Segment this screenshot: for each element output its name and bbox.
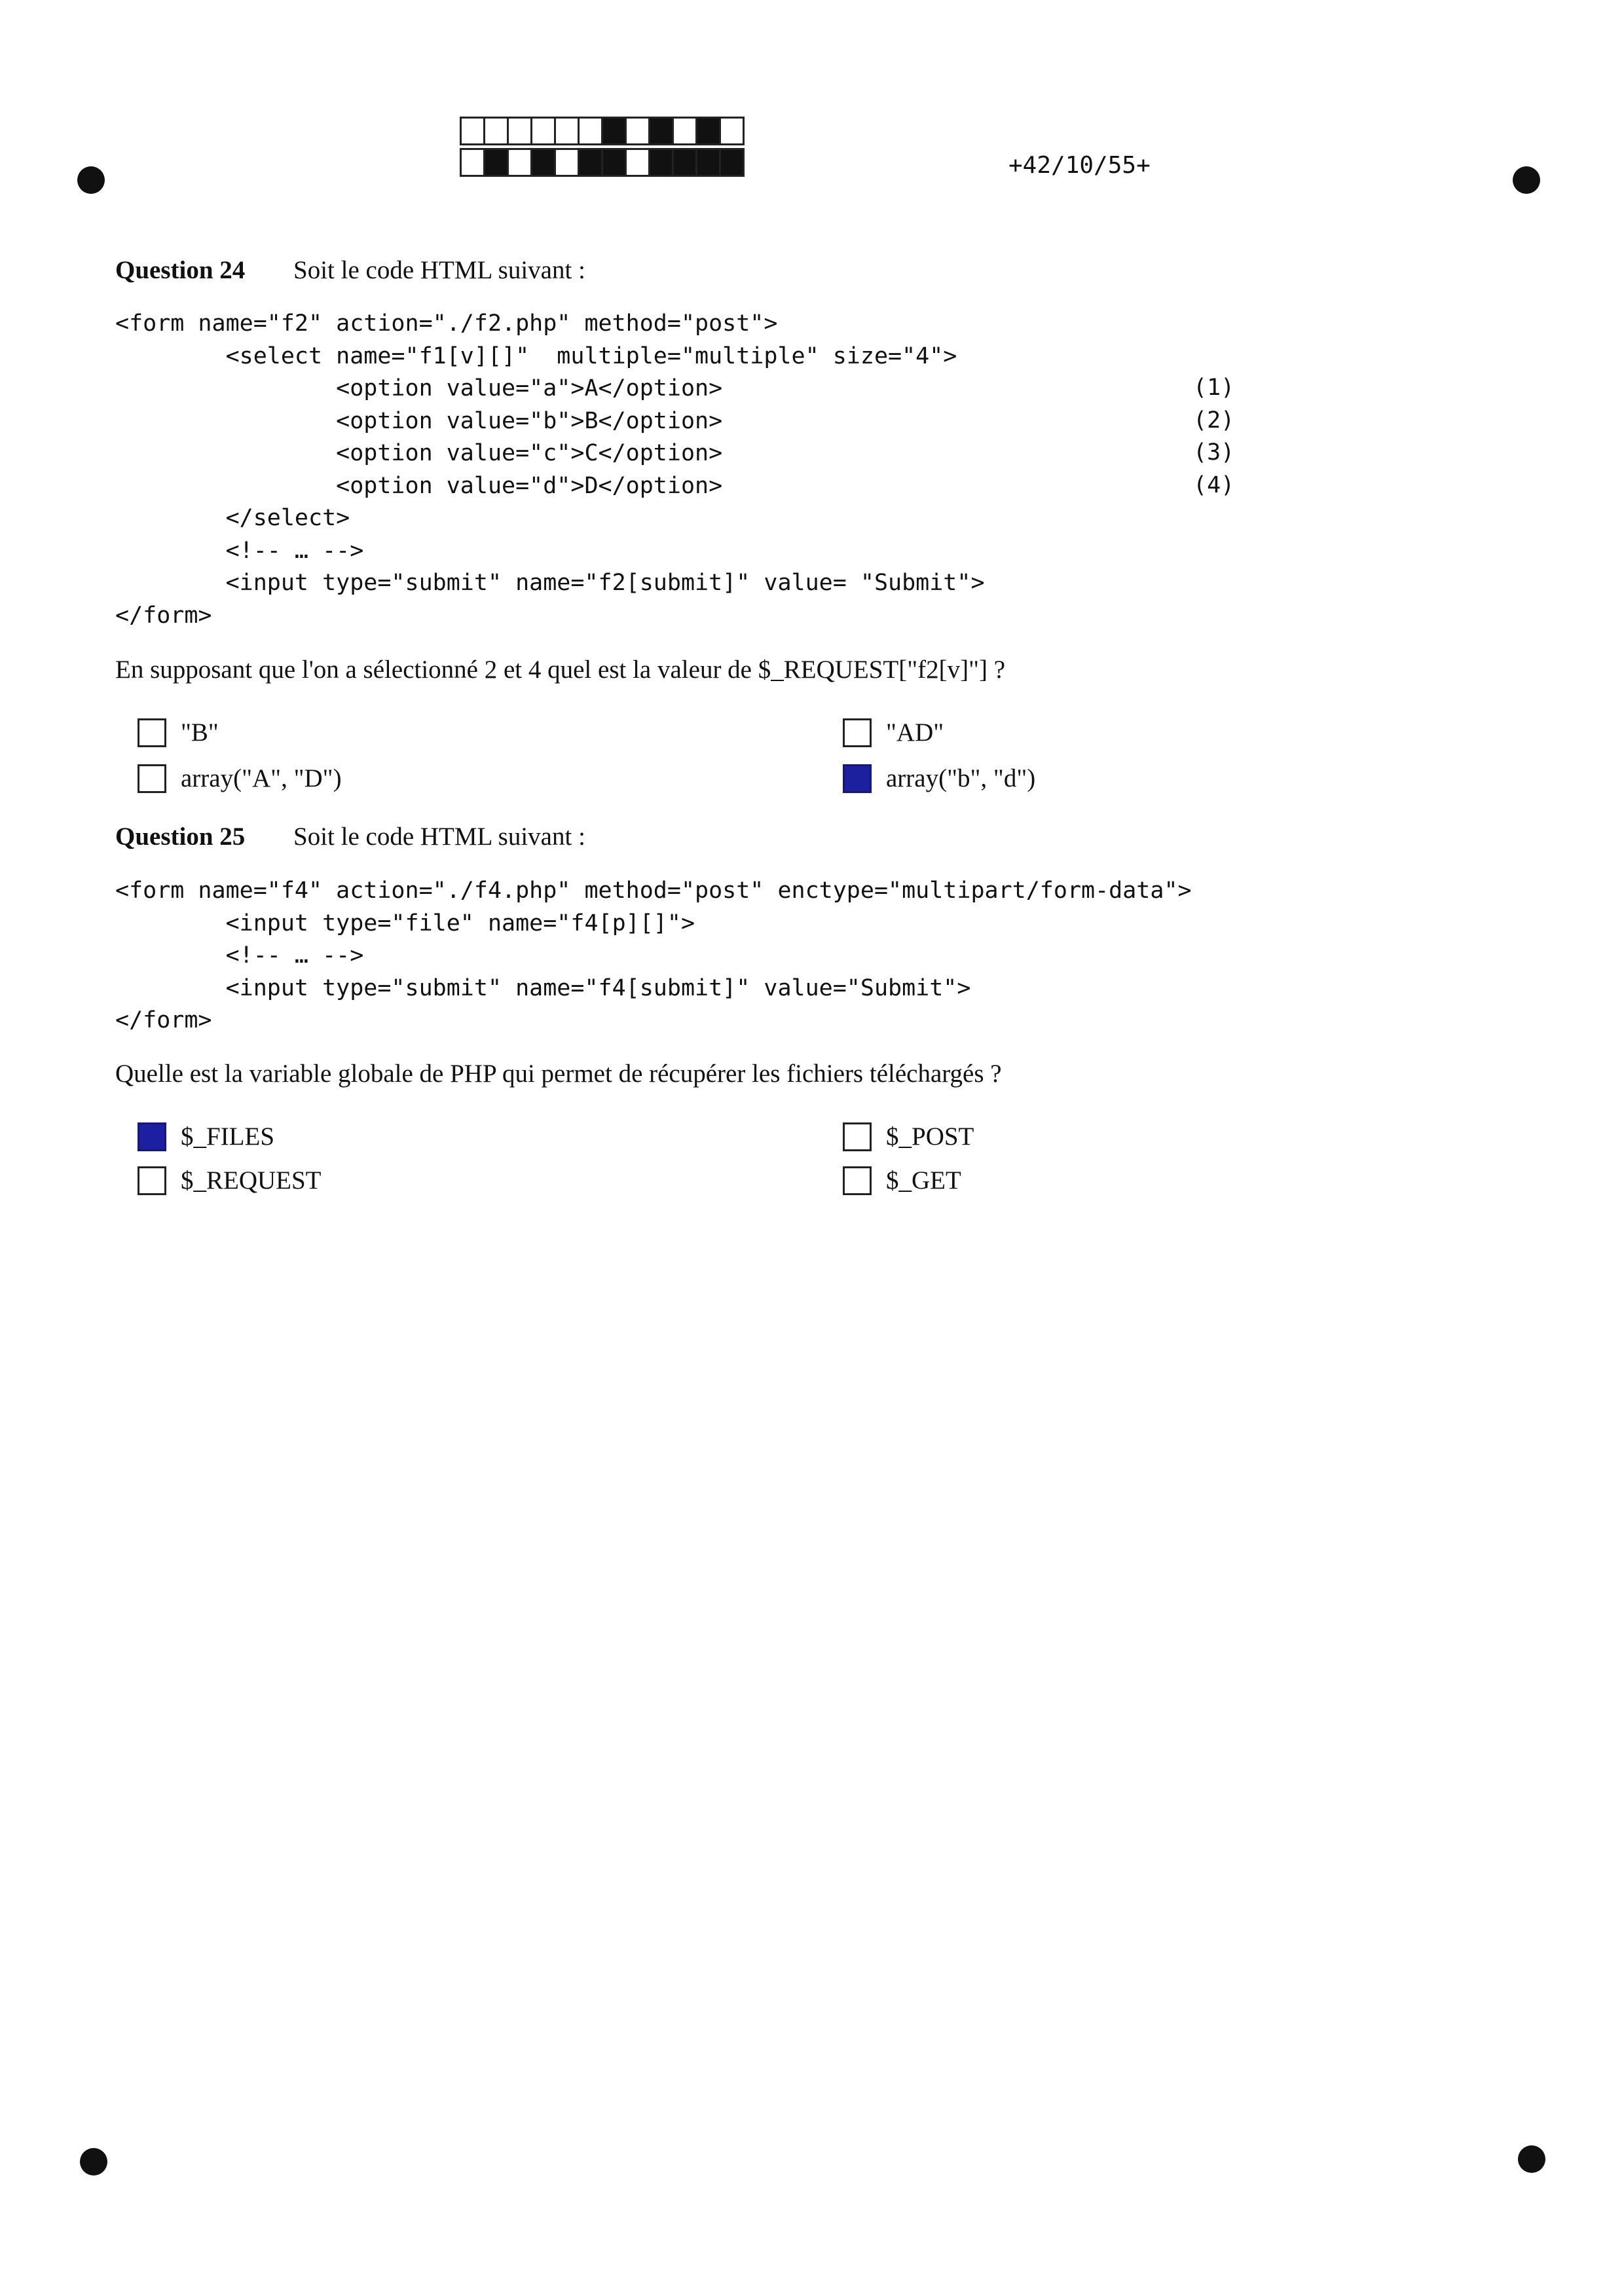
answer-label: $_GET: [886, 1166, 961, 1194]
barcode-cell: [532, 150, 556, 175]
answer-option[interactable]: [843, 718, 944, 747]
question-24-code: <form name="f2" action="./f2.php" method="post"> <select name="f1[v][]" multiple="multiple" size="4"> <option value="a">A</option> <option value="b">B</option> <option value="c">C</option> <option value="d">D</option> </select> <!-- … --> <input type="submit" name="f2[submit]" value= "Submit"> </form>: [115, 310, 985, 629]
line-number: (3): [1193, 439, 1235, 466]
checkbox[interactable]: [138, 718, 166, 747]
question-intro: Soit le code HTML suivant :: [293, 256, 585, 284]
barcode-cell: [462, 150, 485, 175]
answer-label: array("b", "d"): [886, 764, 1036, 792]
barcode-cell: [509, 119, 532, 143]
barcode-row-1: [460, 117, 745, 145]
answer-label: "B": [181, 718, 219, 747]
registration-dot-top-right: [1513, 166, 1540, 194]
barcode-cell: [674, 150, 697, 175]
checkbox[interactable]: [138, 1122, 166, 1151]
question-number: Question 24: [115, 256, 246, 284]
answer-option[interactable]: [138, 1122, 274, 1151]
barcode-cell: [556, 119, 580, 143]
barcode-cell: [650, 150, 674, 175]
line-number: (4): [1193, 472, 1235, 498]
answer-label: array("A", "D"): [181, 764, 342, 792]
barcode-cell: [650, 119, 674, 143]
barcode-cell: [532, 119, 556, 143]
barcode-cell: [603, 150, 627, 175]
barcode-cell: [485, 119, 509, 143]
barcode-cell: [580, 150, 603, 175]
checkbox[interactable]: [138, 764, 166, 793]
barcode-cell: [603, 119, 627, 143]
answer-option[interactable]: [138, 1166, 322, 1195]
barcode-cell: [556, 150, 580, 175]
registration-dot-top-left: [77, 166, 105, 194]
question-24-prompt: En supposant que l'on a sélectionné 2 et 4 quel est la valeur de $_REQUEST["f2[v]"] ?: [115, 656, 1006, 684]
question-24-title: [115, 255, 585, 285]
question-25-title: [115, 822, 585, 851]
checkbox[interactable]: [138, 1166, 166, 1195]
checkbox[interactable]: [843, 764, 872, 793]
barcode-cell: [697, 119, 721, 143]
question-25-code: <form name="f4" action="./f4.php" method="post" enctype="multipart/form-data"> <input type="file" name="f4[p][]"> <!-- … --> <input type="submit" name="f4[submit]" value="Submit"> </form>: [115, 878, 1192, 1033]
registration-dot-bottom-left: [80, 2148, 107, 2176]
barcode-cell: [627, 150, 650, 175]
answer-option[interactable]: [843, 764, 1035, 793]
barcode-cell: [462, 119, 485, 143]
registration-dot-bottom-right: [1518, 2145, 1545, 2173]
checkbox[interactable]: [843, 1122, 872, 1151]
question-number: Question 25: [115, 823, 246, 851]
barcode-cell: [580, 119, 603, 143]
question-24-line-numbers: [1193, 372, 1234, 502]
answer-label: "AD": [886, 718, 944, 747]
barcode-cell: [721, 119, 743, 143]
question-intro: Soit le code HTML suivant :: [293, 823, 585, 851]
answer-option[interactable]: [843, 1122, 974, 1151]
sheet-id: +42/10/55+: [1008, 152, 1151, 179]
checkbox[interactable]: [843, 1166, 872, 1195]
answer-option[interactable]: [138, 718, 219, 747]
barcode-row-2: [460, 148, 745, 177]
barcode-cell: [697, 150, 721, 175]
line-number: (1): [1193, 375, 1235, 401]
answer-label: $_FILES: [181, 1122, 275, 1151]
answer-option[interactable]: [843, 1166, 961, 1195]
barcode-cell: [627, 119, 650, 143]
checkbox[interactable]: [843, 718, 872, 747]
answer-option[interactable]: [138, 764, 342, 793]
question-25-prompt: Quelle est la variable globale de PHP qui permet de récupérer les fichiers téléchargés ?: [115, 1060, 1002, 1088]
line-number: (2): [1193, 407, 1235, 434]
answer-label: $_POST: [886, 1122, 974, 1151]
barcode-cell: [485, 150, 509, 175]
barcode-cell: [674, 119, 697, 143]
answer-label: $_REQUEST: [181, 1166, 322, 1194]
barcode-cell: [721, 150, 743, 175]
barcode-cell: [509, 150, 532, 175]
